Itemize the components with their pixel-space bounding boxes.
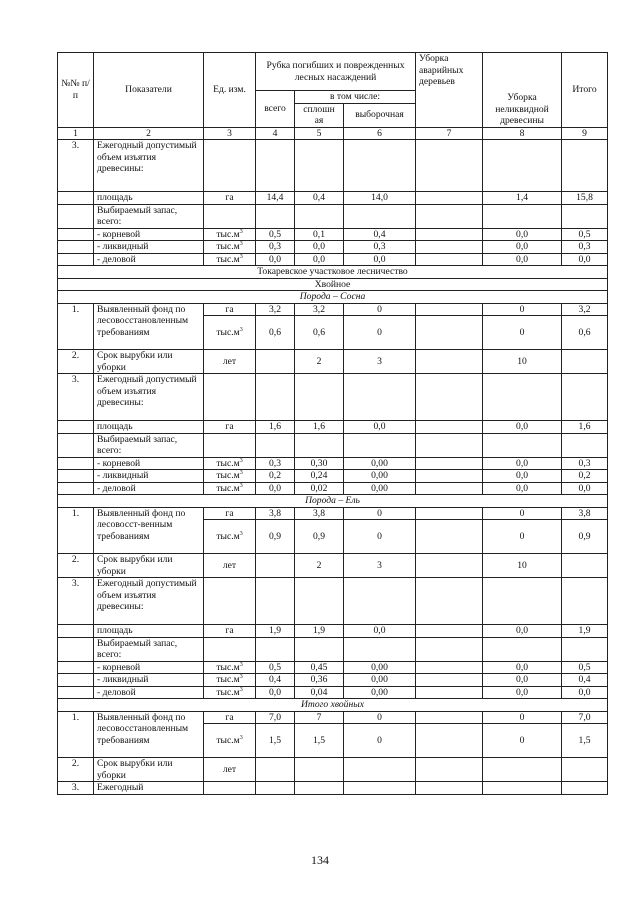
header-num: №№ п/п	[58, 53, 94, 128]
colnum: 5	[295, 127, 344, 140]
colnum: 9	[562, 127, 608, 140]
table-row: - ликвидный $тыс.м^3$ 0,2 0,24 0,00 0,0 0,2	[58, 470, 608, 483]
header-total: всего	[256, 91, 295, 128]
table-row: площадь га 14,4 0,4 14,0 1,4 15,8	[58, 192, 608, 205]
header-windfall: Уборка аварийных деревьев	[416, 53, 483, 128]
table-row: 1. Выявленный фонд по лесовосстановленным требованиям га 7,0 7 0 0 7,0	[58, 711, 608, 724]
colnum: 6	[344, 127, 416, 140]
colnum: 4	[256, 127, 295, 140]
section-forestry: Токаревское участковое лесничество	[58, 266, 608, 279]
table-row: $тыс.м^3$ 0,6 0,6 0 0 0,6	[58, 316, 608, 350]
colnum: 3	[204, 127, 256, 140]
table-row: 3. Ежегодный допустимый объем изъятия древесины:	[58, 140, 608, 192]
table-row: - ликвидный $тыс.м^3$ 0,4 0,36 0,00 0,0 0,4	[58, 674, 608, 687]
section-total-conifer: Итого хвойных	[58, 699, 608, 712]
header-indicators: Показатели	[94, 53, 204, 128]
forestry-table	[57, 52, 608, 795]
header-felling: Рубка погибших и поврежденных лесных насаждений	[256, 53, 416, 91]
table-row: 3. Ежегодный допустимый объем изъятия древесины:	[58, 374, 608, 421]
table-row: 1. Выявленный фонд по лесовосст-венным требованиям га 3,8 3,8 0 0 3,8	[58, 507, 608, 520]
header-unit: Ед. изм.	[204, 53, 256, 128]
header-illiquid: Уборка неликвидной древесины	[483, 53, 562, 128]
table-row: - ликвидный $тыс.м^3$ 0,3 0,0 0,3 0,0 0,3	[58, 241, 608, 254]
table-row: 3. Ежегодный допустимый объем изъятия древесины:	[58, 578, 608, 625]
table-row: Выбираемый запас, всего:	[58, 637, 608, 661]
table-row: 3. Ежегодный	[58, 782, 608, 795]
table-row: 2. Срок вырубки или уборки лет	[58, 758, 608, 782]
colnum: 7	[416, 127, 483, 140]
header-including: в том числе:	[295, 91, 416, 104]
table-row: - деловой $тыс.м^3$ 0,0 0,02 0,00 0,0 0,0	[58, 482, 608, 495]
table-row: - деловой $тыс.м^3$ 0,0 0,04 0,00 0,0 0,0	[58, 686, 608, 699]
table-row: 2. Срок вырубки или уборки лет 2 3 10	[58, 554, 608, 578]
header-solid: сплошн ая	[295, 103, 344, 127]
table-row: - корневой $тыс.м^3$ 0,3 0,30 0,00 0,0 0,3	[58, 457, 608, 470]
colnum: 1	[58, 127, 94, 140]
section-spruce: Порода – Ель	[58, 495, 608, 508]
table-row: - корневой $тыс.м^3$ 0,5 0,1 0,4 0,0 0,5	[58, 228, 608, 241]
table-row: $тыс.м^3$ 1,5 1,5 0 0 1,5	[58, 724, 608, 758]
page-number: 134	[311, 853, 329, 867]
colnum: 2	[94, 127, 204, 140]
document-page	[57, 52, 607, 795]
table-row: площадь га 1,6 1,6 0,0 0,0 1,6	[58, 421, 608, 434]
table-row: Выбираемый запас, всего:	[58, 204, 608, 228]
header-selective: выборочная	[344, 103, 416, 127]
section-pine: Порода – Сосна	[58, 291, 608, 304]
table-row: площадь га 1,9 1,9 0,0 0,0 1,9	[58, 625, 608, 638]
table-row: Выбираемый запас, всего:	[58, 433, 608, 457]
table-row: $тыс.м^3$ 0,9 0,9 0 0 0,9	[58, 520, 608, 554]
section-conifer: Хвойное	[58, 278, 608, 291]
table-row: 2. Срок вырубки или уборки лет 2 3 10	[58, 350, 608, 374]
colnum: 8	[483, 127, 562, 140]
header-sum: Итого	[562, 53, 608, 128]
table-row: - деловой $тыс.м^3$ 0,0 0,0 0,0 0,0 0,0	[58, 253, 608, 266]
table-row: - корневой $тыс.м^3$ 0,5 0,45 0,00 0,0 0,5	[58, 661, 608, 674]
table-row: 1. Выявленный фонд по лесовосстановленным требованиям га 3,2 3,2 0 0 3,2	[58, 303, 608, 316]
